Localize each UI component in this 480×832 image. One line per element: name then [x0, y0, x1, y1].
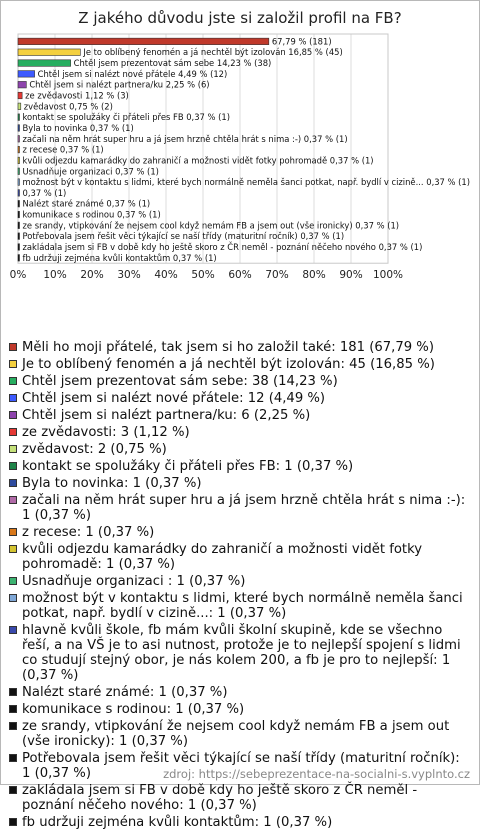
legend-swatch [9, 428, 17, 436]
bar [18, 38, 269, 45]
legend-label: fb udržuji zejména kvůli kontaktům: 1 (0,37 %) [22, 815, 333, 830]
bar [18, 211, 20, 218]
legend-label: hlavně kvůli škole, fb mám kvůli školní skupině, kde se všechno řeší, a na VŠ je to asi nutnost, protože je to nejlepší spojení s lidmi co studují stejný obor, je nás kolem 200, a fb je pro to nejlepší: 1 (0,37 %) [22, 623, 461, 683]
bar [18, 60, 71, 67]
bar [18, 125, 20, 132]
legend-swatch [9, 818, 17, 826]
legend-label: ze srandy, vtipkování že nejsem cool když nemám FB a jsem out (vše ironicky): 1 (0,37 %) [22, 719, 450, 749]
legend-item [9, 459, 471, 474]
x-tick-label: 20% [80, 269, 104, 282]
bar [18, 244, 20, 251]
x-tick-label: 60% [228, 269, 252, 282]
legend-item [9, 783, 471, 813]
legend-swatch [9, 394, 17, 402]
legend-swatch [9, 528, 17, 536]
bar-label: Potřebovala jsem řešit věci týkající se naší třídy (maturitní ročník) 0,37 % (1) [22, 231, 345, 242]
legend-item [9, 357, 471, 372]
legend-label: Potřebovala jsem řešit věci týkající se naší třídy (maturitní ročník): 1 (0,37 %) [22, 751, 460, 781]
bar-label: zakládala jsem si FB v době kdy ho ještě skoro z ČR neměl - poznání něčeho nového 0,37 % (1) [22, 241, 423, 252]
legend-label: zakládala jsem si FB v době kdy ho ještě skoro z ČR neměl - poznání něčeho nového: 1 (0,37 %) [22, 783, 418, 813]
legend-item [9, 623, 471, 683]
legend-label: Nalézt staré známé: 1 (0,37 %) [22, 685, 228, 700]
bar-label: kvůli odjezdu kamarádky do zahraničí a možnosti vidět fotky pohromadě 0,37 % (1) [22, 155, 374, 166]
legend-item [9, 493, 471, 523]
x-tick-label: 30% [117, 269, 141, 282]
legend-label: Chtěl jsem si nalézt partnera/ku: 6 (2,25 %) [22, 408, 311, 423]
x-tick-label: 40% [154, 269, 178, 282]
bar [18, 200, 20, 207]
legend-label: ze zvědavosti: 3 (1,12 %) [22, 425, 190, 440]
chart-title: Z jakého důvodu jste si založil profil na FB? [78, 9, 402, 27]
legend-item [9, 408, 471, 423]
legend-item [9, 574, 471, 589]
bar-label: 67,79 % (181) [271, 36, 332, 47]
bar [18, 255, 20, 262]
legend-label: Měli ho moji přátelé, tak jsem si ho založil také: 181 (67,79 %) [22, 340, 434, 355]
x-tick-label: 70% [265, 269, 289, 282]
bar-label: ze srandy, vtipkování že nejsem cool když nemám FB a jsem out (vše ironicky) 0,37 % (1) [22, 220, 400, 231]
x-tick-label: 0% [9, 269, 27, 282]
legend-swatch [9, 360, 17, 368]
legend-item [9, 685, 471, 700]
legend-label: Je to oblíbený fenomén a já nechtěl být izolován: 45 (16,85 %) [22, 357, 435, 372]
bar-label: fb udržuji zejména kvůli kontaktům 0,37 % (1) [22, 252, 217, 263]
x-tick-label: 90% [339, 269, 363, 282]
bar-label: komunikace s rodinou 0,37 % (1) [22, 209, 161, 220]
legend-label: zvědavost: 2 (0,75 %) [22, 442, 167, 457]
legend-swatch [9, 722, 17, 730]
legend-swatch [9, 594, 17, 602]
legend-label: komunikace s rodinou: 1 (0,37 %) [22, 702, 245, 717]
bar-label: zvědavost 0,75 % (2) [23, 101, 113, 112]
legend-swatch [9, 786, 17, 794]
legend-swatch [9, 705, 17, 713]
bar-label: Chtěl jsem prezentovat sám sebe 14,23 % (38) [73, 58, 272, 69]
bar [18, 71, 35, 78]
legend-item [9, 425, 471, 440]
legend-label: kvůli odjezdu kamarádky do zahraničí a možnosti vidět fotky pohromadě: 1 (0,37 %) [22, 542, 423, 572]
bar-label: začali na něm hrát super hru a já jsem hrzně chtěla hrát s nima :-) 0,37 % (1) [22, 133, 348, 144]
bar [18, 222, 20, 229]
bar [18, 146, 20, 153]
legend [9, 340, 471, 832]
legend-item [9, 542, 471, 572]
bar-label: z recese 0,37 % (1) [22, 144, 104, 155]
legend-swatch [9, 343, 17, 351]
bar [18, 114, 20, 121]
bar-label: Je to oblíbený fenomén a já nechtěl být izolován 16,85 % (45) [83, 47, 343, 58]
legend-item [9, 374, 471, 389]
x-tick-label: 10% [43, 269, 67, 282]
legend-swatch [9, 462, 17, 470]
legend-label: Chtěl jsem prezentovat sám sebe: 38 (14,23 %) [22, 374, 338, 389]
bar [18, 179, 20, 186]
legend-swatch [9, 626, 17, 634]
x-tick-label: 50% [191, 269, 215, 282]
legend-item [9, 442, 471, 457]
legend-swatch [9, 577, 17, 585]
bar-label: Byla to novinka 0,37 % (1) [22, 122, 134, 133]
bar-label: možnost být v kontaktu s lidmi, které bych normálně neměla šanci potkat, např. bydlí v cizině... 0,37 % (1) [22, 177, 471, 188]
legend-swatch [9, 377, 17, 385]
legend-item [9, 340, 471, 355]
legend-label: z recese: 1 (0,37 %) [22, 525, 155, 540]
legend-swatch [9, 445, 17, 453]
legend-swatch [9, 479, 17, 487]
legend-item [9, 815, 471, 830]
legend-item [9, 719, 471, 749]
legend-label: Usnadňuje organizaci : 1 (0,37 %) [22, 574, 246, 589]
bar-label: 0,37 % (1) [22, 187, 67, 198]
bar [18, 103, 21, 110]
x-tick-label: 80% [302, 269, 326, 282]
legend-swatch [9, 688, 17, 696]
legend-label: začali na něm hrát super hru a já jsem hrzně chtěla hrát s nima :-): 1 (0,37 %) [22, 493, 466, 523]
legend-swatch [9, 754, 17, 762]
bar [18, 157, 20, 164]
legend-item [9, 525, 471, 540]
source-note: zdroj: https://sebeprezentace-na-socialni-s.vyplnto.cz [163, 767, 470, 781]
bar [18, 168, 20, 175]
x-tick-label: 100% [372, 269, 404, 282]
legend-swatch [9, 496, 17, 504]
bar-label: Chtěl jsem si nalézt partnera/ku 2,25 % (6) [29, 79, 210, 90]
bar-label: ze zvědavosti 1,12 % (3) [25, 90, 129, 101]
bar-label: Usnadňuje organizaci 0,37 % (1) [22, 166, 159, 177]
legend-item [9, 391, 471, 406]
bar [18, 190, 20, 197]
legend-label: Byla to novinka: 1 (0,37 %) [22, 476, 202, 491]
bar [18, 233, 20, 240]
legend-label: kontakt se spolužáky či přáteli přes FB: 1 (0,37 %) [22, 459, 354, 474]
bar-label: Chtěl jsem si nalézt nové přátele 4,49 % (12) [37, 68, 228, 79]
legend-item [9, 702, 471, 717]
legend-swatch [9, 545, 17, 553]
legend-item [9, 476, 471, 491]
bar-label: Nalézt staré známé 0,37 % (1) [22, 198, 151, 209]
legend-label: možnost být v kontaktu s lidmi, které bych normálně neměla šanci potkat, např. bydlí v cizině...: 1 (0,37 %) [22, 591, 463, 621]
bar-chart [0, 0, 480, 336]
bar [18, 136, 20, 143]
bar [18, 49, 80, 56]
bar-label: kontakt se spolužáky či přáteli přes FB 0,37 % (1) [22, 112, 231, 123]
legend-item [9, 591, 471, 621]
bar [18, 81, 26, 88]
legend-swatch [9, 411, 17, 419]
legend-label: Chtěl jsem si nalézt nové přátele: 12 (4,49 %) [22, 391, 326, 406]
bar [18, 92, 22, 99]
